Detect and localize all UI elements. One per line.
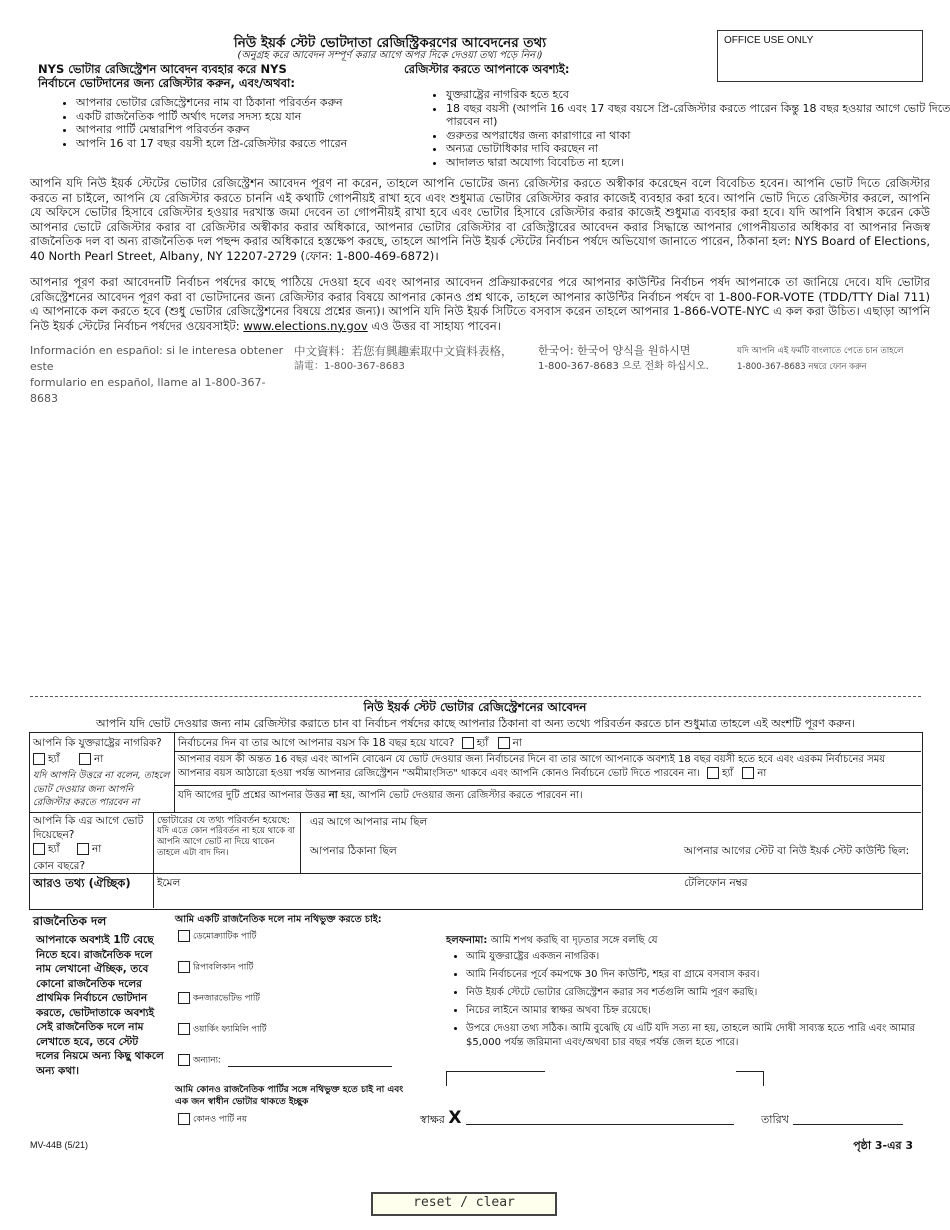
- bengali-line1: যদি আপনি এই ফর্মটি বাংলাতে পেতে চান তাহলে: [737, 346, 904, 356]
- citizen-question: আপনি কি যুক্তরাষ্ট্রের নাগরিক?: [33, 737, 162, 749]
- citizen-note: যদি আপনি উত্তরে না বলেন, তাহলে ভোট দেওয়ার জন্য আপনি রেজিস্টার করতে পারবেন না: [33, 770, 170, 808]
- date-input[interactable]: [793, 1124, 903, 1125]
- elections-website-link[interactable]: www.elections.ny.gov: [243, 318, 368, 333]
- spanish-line2: formulario en español, llame al 1-800-367-8683: [30, 376, 266, 405]
- korean-line2: 1-800-367-8683 으로 전화 하십시오.: [538, 361, 709, 372]
- phone-label: টেলিফোন নম্বর: [684, 877, 748, 889]
- no-party-text: আমি কোনও রাজনৈতিক পার্টির সঙ্গে নথিভুক্ত হতে চাই না এবং এক জন স্বাধীন ভোটার থাকতে ইচ্ছুক: [175, 1085, 404, 1107]
- reset-clear-button[interactable]: reset / clear: [371, 1192, 557, 1216]
- list-item: • আমি নির্বাচনের পূর্বে কমপক্ষে 30 দিন কাউন্টি, শহর বা গ্রামে বসবাস করব।: [466, 966, 916, 984]
- form-id: MV-44B (5/21): [30, 1140, 89, 1150]
- age-question-row: [178, 736, 522, 750]
- voted-yes-label: হ্যাঁ: [48, 843, 60, 855]
- divider: [29, 873, 921, 874]
- no-answer-pre: যদি আগের দুটি প্রশ্নের আপনার উত্তর: [178, 790, 329, 801]
- signature-corner-right: [736, 1071, 764, 1086]
- which-year-label: কোন বছরে?: [33, 860, 86, 872]
- divider: [300, 812, 301, 873]
- voted-before-options: [33, 842, 101, 856]
- chinese-line1: 中文資料：若您有興趣索取中文資料表格，: [294, 344, 513, 358]
- party-option: [178, 1054, 221, 1067]
- paragraph-contact-text: আপনার পূরণ করা আবেদনটি নির্বাচন পর্ষদের কাছে পাঠিয়ে দেওয়া হবে এবং আপনার আবেদন প্রক্রিয়াকরণের পরে আপনার কাউন্টির নির্বাচন পর্ষদ আপনাকে তা জানিয়ে দেবে। যদি ভোটার রেজিস্ট্রেশনের আবেদন পূরণ করা বা ভোটদানের জন্য রেজিস্টার করার বিষয়ে আপনার কোনও প্রশ্ন থাকে, তাহলে আপনার কাউন্টির নির্বাচন পর্ষদে বা 1-800-FOR-VOTE (TDD/TTY Dial 711) এ আপনাকে কল করতে হবে (শুধু ভোটার রেজিস্ট্রেশনের বিষয়ে প্রশ্নের জন্য)। আপনি যদি নিউ ইয়র্ক সিটিতে বসবাস করেন তাহলে আপনার 1-866-VOTE-NYC এ কল করা উচিত। এছাড়া আপনি নিউ ইয়র্ক স্টেটের নির্বাচন পর্ষদের ওয়েবসাইট:: [30, 275, 930, 333]
- party-conservative-label: কনজারভেটিভ পার্টি: [193, 993, 260, 1004]
- signature-label: [420, 1108, 461, 1130]
- changed-info-note: যদি এতে কোন পরিবর্তন না হয়ে থাকে বা আপনি আগে ভোট না দিয়ে থাকেন তাহলে এটা বাদ দিন।: [157, 826, 295, 858]
- age-16-yes-label: হ্যাঁ: [722, 768, 734, 779]
- party-other-input[interactable]: [228, 1066, 392, 1067]
- list-item: • আমি যুক্তরাষ্ট্রের একজন নাগরিক।: [466, 948, 916, 966]
- chinese-line2: 請電：1-800-367-8683: [294, 361, 405, 372]
- previous-name-label: এর আগে আপনার নাম ছিল: [310, 816, 428, 828]
- signature-label-text: স্বাক্ষর: [420, 1113, 445, 1126]
- no-party-checkbox[interactable]: [178, 1113, 190, 1125]
- voted-no-label: না: [91, 843, 102, 855]
- party-option: [178, 1023, 267, 1036]
- list-item: • নিউ ইয়র্ক স্টেটে ভোটার রেজিস্ট্রেশন করার সব শর্তগুলি আমি পূরণ করছি।: [466, 984, 916, 1002]
- divider: [174, 751, 921, 752]
- divider: [153, 812, 154, 908]
- party-heading: রাজনৈতিক দল: [33, 914, 107, 928]
- chinese-info: [294, 343, 529, 375]
- no-answer-post: হয়, আপনি ভোট দেওয়ার জন্য রেজিস্টার করতে পারবেন না।: [337, 790, 583, 801]
- party-note: আপনাকে অবশ্যই 1টি বেছে নিতে হবে। রাজনৈতিক দলে নাম লেখানো ঐচ্ছিক, তবে কোনো রাজনৈতিক দলের প্রাথমিক নির্বাচনে ভোটদান করতে, ভোটদাতাকে অবশ্যই সেই রাজনৈতিক দলে নাম লেখাতে হবে, তবে স্টেট দলের নিয়মে অন্য কিছু থাকলে অন্য কথা।: [36, 934, 164, 1077]
- age-16-no-label: না: [757, 768, 767, 779]
- list-item: • আপনি 16 বা 17 বছর বয়সী হলে প্রি-রেজিস্টার করতে পারেন: [76, 137, 456, 151]
- date-label: তারিখ: [761, 1113, 789, 1126]
- signature-input[interactable]: [466, 1124, 734, 1125]
- age-question: নির্বাচনের দিন বা তার আগে আপনার বয়স কি 18 বছর হয়ে যাবে?: [178, 737, 455, 749]
- bengali-info: [737, 343, 937, 375]
- spanish-info: [30, 343, 290, 407]
- party-working-families-label: ওয়ার্কিং ফ্যামিলি পার্টি: [193, 1024, 267, 1035]
- age-yes-checkbox[interactable]: [462, 737, 474, 749]
- cut-line: [30, 696, 921, 697]
- more-info-label: আরও তথ্য (ঐচ্ছিক): [33, 876, 131, 890]
- paragraph-contact-tail: এও উত্তর বা সাহায্য পাবেন।: [367, 318, 501, 333]
- oath-list: [420, 948, 916, 1050]
- party-democratic-checkbox[interactable]: [178, 930, 190, 942]
- party-option: [178, 930, 256, 943]
- age-no-checkbox[interactable]: [498, 737, 510, 749]
- korean-line1: 한국어: 한국어 양식을 원하시면: [538, 344, 691, 357]
- age-16-question: আপনার বয়স কী অন্তত 16 বছর এবং আপনি বোঝেন যে ভোট দেওয়ার জন্য নির্বাচনের দিনে বা তার আগে আপনাকে অবশ্যই 18 বছর বয়সী হতে হবে এবং এরকম নির্বাচনের সময় আপনার বয়স আঠারো হওয়া পর্যন্ত আপনার রেজিস্ট্রেশন "অমীমাংসিত" থাকবে এবং আপনি কোনও নির্বাচনে ভোট দিতে পারবেন না।: [178, 754, 886, 779]
- office-use-label: OFFICE USE ONLY: [724, 35, 814, 46]
- changed-info-label: ভোটারের যে তথ্য পরিবর্তন হয়েছে:: [157, 815, 290, 826]
- party-conservative-checkbox[interactable]: [178, 992, 190, 1004]
- list-item: • উপরে দেওয়া তথ্য সঠিক। আমি বুঝেছি যে এটি যদি সত্য না হয়, তাহলে আমি দোষী সাব্যস্ত হতে পারি এবং আমার $5,000 পর্যন্ত জরিমানা এবং/অথবা চার বছর পর্যন্ত জেল হতে পারে।: [466, 1022, 916, 1050]
- no-answer-bold: না: [328, 790, 338, 801]
- party-option: [178, 1113, 247, 1126]
- voted-no-checkbox[interactable]: [77, 843, 89, 855]
- office-use-box: [717, 30, 923, 82]
- list-item: • যুক্তরাষ্ট্রের নাগরিক হতে হবে: [446, 88, 950, 102]
- list-item: • 18 বছর বয়সী (আপনি 16 এবং 17 বছর বয়সে প্রি-রেজিস্টার করতে পারেন কিন্তু 18 বছর হওয়ার আগে ভোট দিতে পারবেন না): [446, 102, 950, 129]
- age-no-label: না: [512, 737, 522, 749]
- age-16-row: [178, 753, 916, 781]
- paragraph-contact: [30, 275, 930, 333]
- signature-x: X: [448, 1108, 462, 1128]
- no-answer-note: [178, 789, 916, 803]
- party-option: [178, 961, 253, 974]
- page-number: পৃষ্ঠা 3-এর 3: [853, 1139, 913, 1152]
- voted-before-question: আপনি কি এর আগে ভোট দিয়েছেন?: [33, 815, 144, 841]
- no-party-label: কোনও পার্টি নয়: [193, 1114, 247, 1125]
- right-intro-heading: রেজিস্টার করতে আপনাকে অবশ্যই:: [404, 62, 570, 76]
- oath-label: হলফনামা:: [446, 935, 488, 946]
- divider: [174, 732, 175, 812]
- party-other-checkbox[interactable]: [178, 1054, 190, 1066]
- korean-info: [538, 343, 728, 375]
- list-item: • নিচের লাইনে আমার স্বাক্ষর অথবা চিহ্ন রয়েছে।: [466, 1002, 916, 1020]
- party-democratic-label: ডেমোক্র্যাটিক পার্টি: [193, 931, 257, 942]
- list-item: • একটি রাজনৈতিক পার্টি অর্থাৎ দলের সদস্য হয়ে যান: [76, 110, 456, 124]
- signature-corner-left: [446, 1071, 545, 1086]
- list-item: • আপনার ভোটার রেজিস্ট্রেশনের নাম বা ঠিকানা পরিবর্তন করুন: [76, 96, 456, 110]
- left-intro-heading-line1: NYS ভোটার রেজিস্ট্রেশন আবেদন ব্যবহার করে NYS: [38, 62, 287, 76]
- party-republican-checkbox[interactable]: [178, 961, 190, 973]
- previous-state-label: আপনার আগের স্টেট বা নিউ ইয়র্ক স্টেট কাউন্টি ছিল:: [684, 845, 910, 857]
- bengali-line2: 1-800-367-8683 নম্বরে ফোন করুন: [737, 362, 867, 372]
- divider: [174, 785, 921, 786]
- right-intro-list: [400, 88, 950, 169]
- list-item: • গুরুতর অপরাধের জন্য কারাগারে না থাকা: [446, 129, 950, 143]
- party-option: [178, 992, 260, 1005]
- divider: [29, 812, 921, 813]
- left-intro-heading-line2: নির্বাচনে ভোটদানের জন্য রেজিস্টার করুন, এবং/অথবা:: [38, 76, 295, 90]
- party-working-families-checkbox[interactable]: [178, 1023, 190, 1035]
- left-intro-heading: [38, 62, 398, 90]
- citizen-no-checkbox[interactable]: [79, 753, 91, 765]
- list-item: • আদালত দ্বারা অযোগ্য বিবেচিত না হলে।: [446, 156, 950, 170]
- oath-intro-text: আমি শপথ করছি বা দৃঢ়তার সঙ্গে বলছি যে: [490, 935, 658, 946]
- paragraph-privacy: আপনি যদি নিউ ইয়র্ক স্টেটের ভোটার রেজিস্ট্রেশন আবেদন পূরণ না করেন, তাহলে আপনি ভোটের জন্য রেজিস্টার করতে অস্বীকার করেছেন বলে বিবেচিত হবেন। আপনি ভোট দিতে রেজিস্টার করতে না চাইলে, আপনি যে রেজিস্টার করতে চাননি এই কথাটি গোপনীয়ই রাখা হবে এবং শুধুমাত্র ভোটার রেজিস্টার করার কাজেই ব্যবহার করা হবে। আপনি ভোট দিতে রেজিস্টার করলে, আপনি যে অফিসে ভোটার হিসাবে রেজিস্টার হওয়ার দরখাস্ত জমা দেবেন তা গোপনীয়ই রাখা হবে এবং ভোটার হিসাবে রেজিস্টার করার কাজেই শুধুমাত্র ব্যবহার করা হবে। যদি আপনি বিশ্বাস করেন কেউ আপনার ভোটে রেজিস্টার করার বা রেজিস্টার অস্বীকার করার অধিকারে, আপনার ভোটার রেজিস্টার বা রেজিস্ট্রারের আবেদন করার সিদ্ধান্তে আপনার গোপনীয়তার অধিকার বা আপনার নিজস্ব রাজনৈতিক দল বা অন্য রাজনৈতিক দল পছন্দ করার অধিকারে হস্তক্ষেপ করছে, তাহলে আপনি নিউ ইয়র্ক স্টেটের নির্বাচন পর্ষদে অভিযোগ জানাতে পারেন, ঠিকানা হল: NYS Board of Elections, 40 North Pearl Street, Albany, NY 12207-2729 (ফোন: 1-800-469-6872)।: [30, 176, 930, 263]
- age-yes-label: হ্যাঁ: [476, 737, 489, 749]
- email-label: ইমেল: [157, 877, 181, 889]
- left-intro-list: [30, 96, 456, 150]
- form-subtitle: (অনুগ্রহ করে আবেদন সম্পূর্ণ করার আগে অপর দিকে দেওয়া তথ্য পড়ে নিন।): [237, 50, 543, 61]
- party-other-label: অন্যান্য:: [193, 1055, 221, 1066]
- party-enroll-label: আমি একটি রাজনৈতিক দলে নাম নথিভুক্ত করতে চাই:: [175, 914, 382, 925]
- list-item: • অন্যত্র ভোটাধিকার দাবি করছেন না: [446, 142, 950, 156]
- registration-form-instructions: আপনি যদি ভোট দেওয়ার জন্য নাম রেজিস্টার করাতে চান বা নির্বাচন পর্ষদের কাছে আপনার ঠিকানা বা অন্য তথ্যে পরিবর্তন করতে চান শুধুমাত্র তাহলে এই অংশটি পূরণ করুন।: [96, 717, 855, 730]
- party-republican-label: রিপাবলিকান পার্টি: [193, 962, 254, 973]
- voted-yes-checkbox[interactable]: [33, 843, 45, 855]
- previous-address-label: আপনার ঠিকানা ছিল: [310, 845, 397, 857]
- citizen-yes-label: হ্যাঁ: [48, 753, 60, 765]
- registration-form-title: নিউ ইয়র্ক স্টেট ভোটার রেজিস্ট্রেশনের আবেদন: [363, 700, 587, 714]
- list-item: • আপনার পার্টি মেম্বারশিপ পরিবর্তন করুন: [76, 123, 456, 137]
- spanish-line1: Información en español: si le interesa obtener este: [30, 344, 284, 373]
- citizen-yes-checkbox[interactable]: [33, 753, 45, 765]
- citizen-no-label: না: [93, 753, 104, 765]
- citizen-options: [33, 752, 103, 766]
- age-16-yes-checkbox[interactable]: [707, 767, 719, 779]
- age-16-no-checkbox[interactable]: [742, 767, 754, 779]
- form-title: নিউ ইয়র্ক স্টেট ভোটদাতা রেজিস্ট্রিকরণের আবেদনের তথ্য: [233, 35, 547, 51]
